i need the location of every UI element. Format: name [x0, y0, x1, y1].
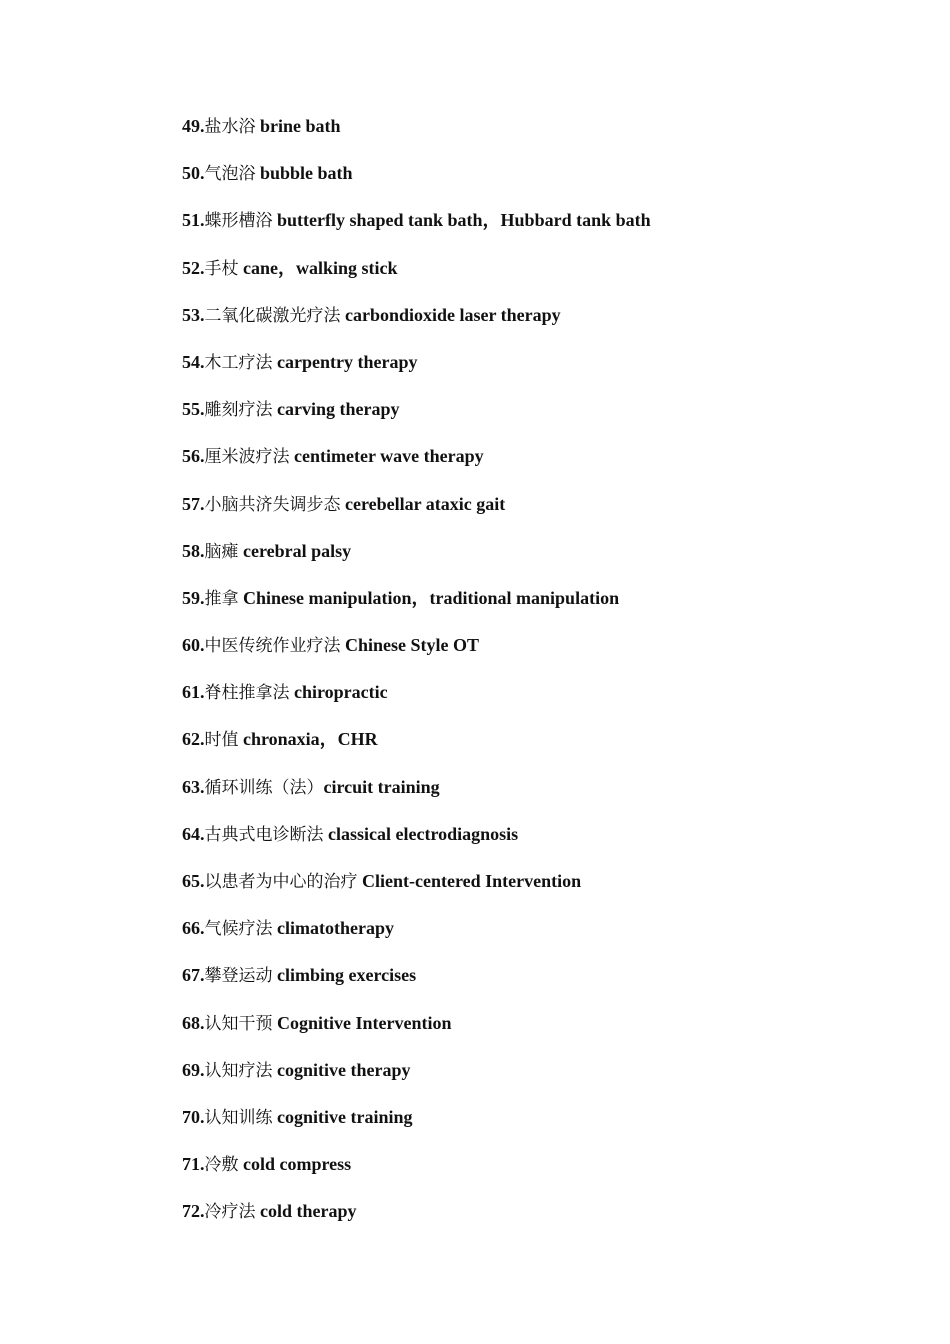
entry-english-term: cane，walking stick — [238, 257, 398, 278]
list-item — [182, 350, 902, 397]
list-item — [182, 1058, 902, 1105]
entry-chinese-term: 以患者为中心的治疗 — [204, 872, 358, 892]
entry-number: 70. — [182, 1106, 205, 1127]
list-item — [182, 1105, 902, 1152]
entry-english-term: Chinese manipulation，traditional manipulation — [238, 587, 620, 608]
list-item — [182, 680, 902, 727]
entry-english-term: Client-centered Intervention — [357, 871, 582, 891]
list-item — [182, 114, 902, 161]
entry-number: 51. — [182, 210, 205, 231]
entry-english-term: classical electrodiagnosis — [323, 823, 519, 844]
entry-chinese-term: 冷敷 — [204, 1155, 239, 1176]
entry-english-term: cerebral palsy — [238, 540, 352, 561]
entry-chinese-term: 推拿 — [204, 588, 239, 609]
entry-chinese-term: 厘米波疗法 — [204, 447, 290, 468]
entry-english-term: climatotherapy — [272, 918, 394, 939]
entry-number: 71. — [182, 1154, 205, 1175]
entry-number: 55. — [182, 399, 205, 420]
entry-chinese-term: 认知训练 — [204, 1107, 273, 1128]
entry-english-term: bubble bath — [255, 163, 353, 184]
list-item — [182, 1199, 902, 1246]
list-item — [182, 822, 902, 869]
list-item — [182, 633, 902, 680]
entry-english-term: carbondioxide laser therapy — [340, 304, 561, 325]
list-item — [182, 586, 902, 633]
list-item — [182, 963, 902, 1010]
entry-chinese-term: 小脑共济失调步态 — [204, 494, 341, 515]
entry-chinese-term: 木工疗法 — [204, 352, 273, 373]
entry-english-term: cognitive training — [272, 1106, 413, 1127]
entry-number: 49. — [182, 116, 205, 136]
entry-number: 53. — [182, 304, 205, 325]
entry-english-term: cognitive therapy — [272, 1059, 411, 1080]
list-item — [182, 1152, 902, 1199]
entry-chinese-term: 二氧化碳激光疗法 — [204, 305, 341, 326]
entry-chinese-term: 循环训练（法） — [204, 777, 324, 798]
entry-chinese-term: 蝶形槽浴 — [204, 211, 273, 232]
entry-chinese-term: 手杖 — [204, 258, 239, 279]
list-item — [182, 492, 902, 539]
entry-english-term: Cognitive Intervention — [272, 1012, 452, 1033]
entry-number: 69. — [182, 1059, 205, 1080]
entry-english-term: butterfly shaped tank bath，Hubbard tank bath — [272, 210, 651, 231]
entry-number: 54. — [182, 351, 205, 372]
list-item — [182, 1011, 902, 1058]
entry-number: 72. — [182, 1201, 205, 1222]
entry-chinese-term: 中医传统作业疗法 — [204, 636, 341, 657]
entry-english-term: carving therapy — [272, 399, 400, 420]
entry-english-term: cerebellar ataxic gait — [340, 493, 506, 514]
entry-chinese-term: 脑瘫 — [204, 541, 239, 562]
entry-chinese-term: 脊柱推拿法 — [204, 683, 290, 704]
list-item — [182, 208, 902, 255]
entry-chinese-term: 认知干预 — [204, 1013, 273, 1034]
list-item — [182, 539, 902, 586]
entry-chinese-term: 气泡浴 — [204, 164, 256, 185]
entry-english-term: Chinese Style OT — [340, 635, 480, 656]
entry-english-term: chronaxia，CHR — [238, 729, 378, 750]
entry-number: 50. — [182, 163, 205, 184]
entry-number: 57. — [182, 493, 205, 514]
entry-english-term: carpentry therapy — [272, 351, 418, 372]
list-item — [182, 444, 902, 491]
entry-chinese-term: 古典式电诊断法 — [204, 824, 324, 845]
entry-english-term: chiropractic — [289, 682, 388, 703]
entry-number: 67. — [182, 965, 205, 986]
entry-number: 60. — [182, 635, 205, 656]
entry-chinese-term: 盐水浴 — [204, 117, 256, 137]
entry-english-term: brine bath — [255, 116, 341, 136]
entry-chinese-term: 认知疗法 — [204, 1060, 273, 1081]
entry-chinese-term: 攀登运动 — [204, 966, 273, 987]
list-item — [182, 727, 902, 774]
entry-number: 62. — [182, 729, 205, 750]
list-item — [182, 397, 902, 444]
list-item — [182, 303, 902, 350]
term-list — [182, 114, 902, 1247]
entry-number: 59. — [182, 587, 205, 608]
entry-number: 63. — [182, 776, 205, 797]
entry-number: 52. — [182, 257, 205, 278]
entry-number: 65. — [182, 871, 205, 891]
entry-number: 66. — [182, 918, 205, 939]
entry-english-term: climbing exercises — [272, 965, 417, 986]
entry-chinese-term: 时值 — [204, 730, 239, 751]
entry-number: 56. — [182, 446, 205, 467]
list-item — [182, 775, 902, 822]
list-item — [182, 256, 902, 303]
entry-number: 68. — [182, 1012, 205, 1033]
entry-english-term: circuit training — [323, 776, 440, 797]
list-item — [182, 916, 902, 963]
entry-number: 58. — [182, 540, 205, 561]
entry-chinese-term: 冷疗法 — [204, 1202, 256, 1223]
entry-english-term: cold therapy — [255, 1201, 357, 1222]
entry-chinese-term: 雕刻疗法 — [204, 400, 273, 421]
list-item — [182, 161, 902, 208]
entry-chinese-term: 气候疗法 — [204, 919, 273, 940]
list-item — [182, 869, 902, 916]
entry-number: 61. — [182, 682, 205, 703]
entry-english-term: centimeter wave therapy — [289, 446, 484, 467]
entry-english-term: cold compress — [238, 1154, 352, 1175]
entry-number: 64. — [182, 823, 205, 844]
